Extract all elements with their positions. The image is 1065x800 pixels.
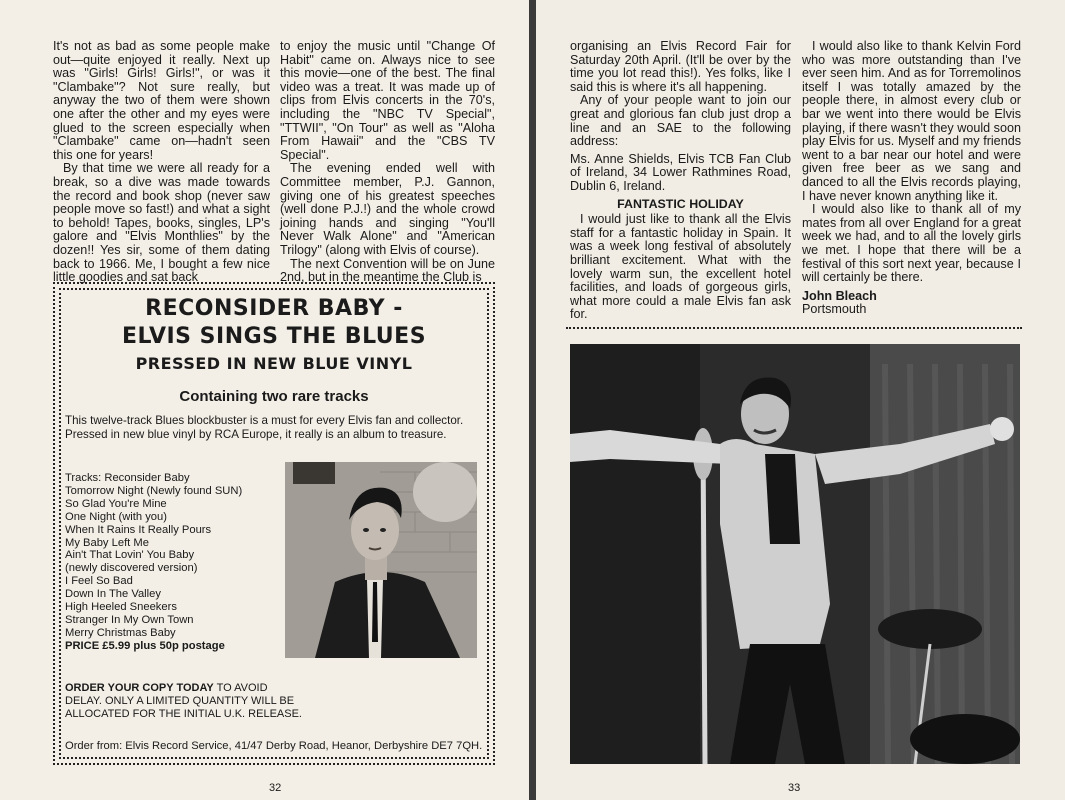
elvis-portrait-photo xyxy=(285,462,477,658)
ad-description: This twelve-track Blues blockbuster is a must for every Elvis fan and collector. Pressed in new blue vinyl by RCA Europe, it really is an album to treasure. xyxy=(65,414,464,441)
order-notice-text: TO AVOID DELAY. ONLY A LIMITED QUANTITY WILL BE ALLOCATED FOR THE INITIAL U.K. RELEASE. xyxy=(65,682,302,720)
elvis-portrait-image xyxy=(285,462,477,658)
paragraph: to enjoy the music until "Change Of Habit" came on. Always nice to see this movie—one of the best. The final video was a treat. It was made up of clips from Elvis concerts in the 70's, including the "NBC TV Special", "TTWII", "On Tour" as well as "Aloha From Hawaii" and the "CBS TV Special". xyxy=(280,39,495,162)
left-column-1 xyxy=(53,40,270,285)
track-item: Tomorrow Night (Newly found SUN) xyxy=(65,484,243,497)
record-advertisement xyxy=(53,282,495,765)
author-location: Portsmouth xyxy=(802,302,867,317)
ad-subtitle: Containing two rare tracks xyxy=(179,388,369,405)
right-column-2 xyxy=(802,40,1021,317)
track-item: So Glad You're Mine xyxy=(65,497,167,510)
track-item: Tracks: Reconsider Baby xyxy=(65,472,190,484)
page-number-right: 33 xyxy=(788,782,801,794)
track-item: I Feel So Bad xyxy=(65,575,133,588)
track-list xyxy=(65,472,275,653)
order-notice-bold: ORDER YOUR COPY TODAY xyxy=(65,682,214,694)
paragraph: The next Convention will be on June 2nd, but in the meantime the Club is xyxy=(280,256,495,285)
track-item: When It Rains It Really Pours xyxy=(65,523,212,536)
elvis-performance-image xyxy=(570,344,1020,764)
track-item: Ain't That Lovin' You Baby xyxy=(65,549,195,562)
paragraph: I would just like to thank all the Elvis staff for a fantastic holiday in Spain. It was a week long festival of absolutely brilliant excitement. What with the lovely warm sun, the excellent hotel facilities, and loads of gorgeous girls, what more could a male Elvis fan ask for. xyxy=(570,212,791,322)
track-item: One Night (with you) xyxy=(65,510,167,523)
price: PRICE £5.99 plus 50p postage xyxy=(65,639,225,652)
track-item: Down In The Valley xyxy=(65,588,161,601)
paragraph: The evening ended well with Committee member, P.J. Gannon, giving one of his greatest speeches (well done P.J.!) and the whole crowd joining hands and singing "You'll Never Walk Alone" and "American Trilogy" (along with Elvis of course). xyxy=(280,161,495,257)
track-item: Merry Christmas Baby xyxy=(65,626,176,639)
paragraph: Any of your people want to join our great and glorious fan club just drop a line and an SAE to the following address: xyxy=(570,93,791,149)
right-column-1 xyxy=(570,40,791,322)
page-number-left: 32 xyxy=(269,782,282,794)
author-name: John Bleach xyxy=(802,288,877,303)
left-page xyxy=(0,0,529,800)
order-notice xyxy=(65,682,305,721)
track-item: My Baby Left Me xyxy=(65,536,149,549)
paragraph: It's not as bad as some people make out—quite enjoyed it really. Next up was "Girls! Girls! Girls!", or was it "Clambake"? Not sure really, but anyway the two of them were shown one after the other and my eyes were glued to the screen especially when "Clambake" came on—hadn't seen this one for years! xyxy=(53,39,270,162)
left-column-2 xyxy=(280,40,495,285)
elvis-performance-photo xyxy=(570,344,1020,764)
paragraph: I would also like to thank Kelvin Ford who was more outstanding than I've ever seen him. And as for Torremolinos itself I was totally amazed by the people there, in almost every club or bar we went into there would be Elvis playing, if there wasn't they would soon play Elvis for us. Myself and my friends went to a bar near our hotel and were given free beer as we sang and danced to all the Elvis records playing, I have never known anything like it. xyxy=(802,39,1021,203)
section-heading: FANTASTIC HOLIDAY xyxy=(617,196,744,211)
dotted-divider xyxy=(566,327,1022,329)
ad-title-line-3: PRESSED IN NEW BLUE VINYL xyxy=(135,354,413,373)
track-item: Stranger In My Own Town xyxy=(65,613,194,626)
paragraph: By that time we were all ready for a break, so a dive was made towards the record and book shop (never saw people move so fast!) and what a sight to behold! Tapes, books, singles, LP's galore and "Elvis Monthlies" by the dozen!! Yes sir, some of them dating back to 1966. Me, I bought a few nice little goodies and sat back xyxy=(53,161,270,285)
order-address: Order from: Elvis Record Service, 41/47 Derby Road, Heanor, Derbyshire DE7 7QH. xyxy=(65,740,483,752)
fan-club-address: Ms. Anne Shields, Elvis TCB Fan Club of Ireland, 34 Lower Rathmines Road, Dublin 6, Ireland. xyxy=(570,151,791,193)
track-item: (newly discovered version) xyxy=(65,562,198,575)
ad-title-line-1: RECONSIDER BABY - xyxy=(145,296,403,321)
paragraph: organising an Elvis Record Fair for Saturday 20th April. (It'll be over by the time you lot read this!). Yes folks, like I said this is where it's all happening. xyxy=(570,39,791,94)
ad-title-line-2: ELVIS SINGS THE BLUES xyxy=(121,324,427,349)
track-item: High Heeled Sneekers xyxy=(65,601,177,614)
paragraph: I would also like to thank all of my mates from all over England for a great week we had, and to all the lovely girls we met. I hope that there will be a festival of this sort next year, because I will certainly be there. xyxy=(802,202,1021,285)
